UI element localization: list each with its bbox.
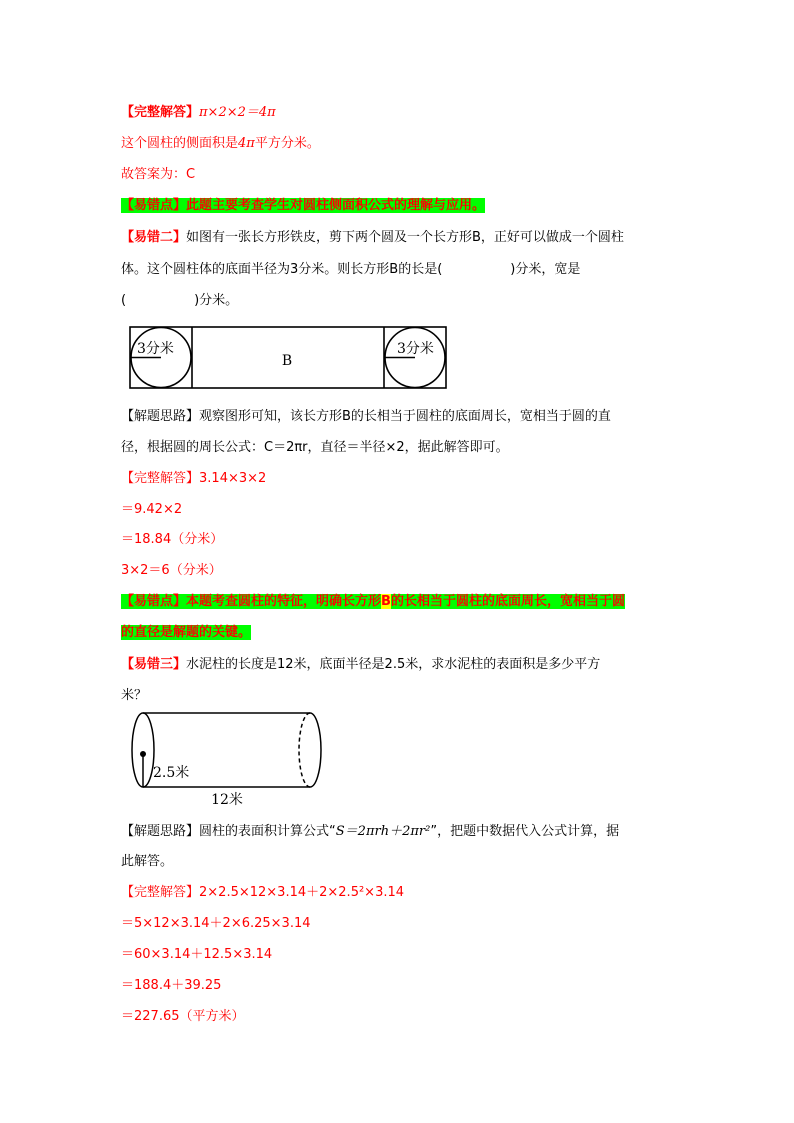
answer3-step-4: ＝188.4＋39.25	[121, 978, 222, 993]
left-radius-label: 3分米	[137, 341, 174, 357]
tip2-text-a: 本题考查圆柱的特征，明确长方形	[186, 594, 382, 609]
answer3-step-3: ＝60×3.14＋12.5×3.14	[121, 947, 273, 962]
question2-text-a: 体。这个圆柱体的底面半径为3分米。则长方形B的长是(	[121, 262, 443, 277]
rectangle-sheet-figure	[125, 323, 450, 393]
idea2-line-2: 径，根据圆的周长公式：C＝2πr，直径＝半径×2，据此解答即可。	[121, 440, 509, 455]
tip2-text-d: 的直径是解题的关键。	[121, 625, 252, 640]
answer2-step-2: ＝9.42×2	[121, 502, 183, 517]
answer-tag: 【完整解答】	[121, 105, 200, 120]
answer3-tag: 【完整解答】	[121, 885, 200, 900]
question2-text-c: (	[121, 293, 127, 308]
question2-tag: 【易错二】	[121, 230, 187, 245]
answer2-step-4: 3×2＝6（分米）	[121, 563, 222, 578]
right-radius-label: 3分米	[397, 341, 434, 357]
idea3-line-2: 此解答。	[121, 854, 174, 869]
idea2-tag: 【解题思路】	[121, 409, 200, 424]
cylinder-right-back-arc	[299, 713, 310, 787]
tip2-highlight-b: B	[381, 594, 391, 609]
answer3-line-1	[121, 884, 404, 902]
question2-line-2	[121, 261, 580, 279]
answer-expression: π×2×2＝4π	[199, 105, 276, 120]
tip2-tag: 【易错点】	[121, 594, 187, 609]
answer2-line-1	[121, 470, 266, 488]
question3-line-1	[121, 656, 600, 674]
answer2-step-1: 3.14×3×2	[199, 471, 267, 486]
answer3-step-1: 2×2.5×12×3.14＋2×2.5²×3.14	[199, 885, 405, 900]
conclusion-text: 这个圆柱的侧面积是	[121, 136, 239, 151]
final-answer: 故答案为：C	[121, 167, 196, 182]
question2-text-d: )分米。	[194, 293, 239, 308]
question2-line-1	[121, 229, 624, 247]
question2-text-b: )分米，宽是	[510, 262, 581, 277]
tip2-text-c: 的长相当于圆柱的底面周长，宽相当于圆	[390, 594, 625, 609]
idea3-text-b: ”，把题中数据代入公式计算，据	[430, 824, 620, 839]
question3-line-2: 米？	[121, 688, 148, 703]
question2-text: 如图有一张长方形铁皮，剪下两个圆及一个长方形B，正好可以做成一个圆柱	[186, 230, 624, 245]
conclusion-unit: 平方分米。	[254, 136, 320, 151]
cylinder-right-front-arc	[310, 713, 321, 787]
tip-line-1	[121, 197, 485, 215]
tip-tag: 【易错点】	[121, 198, 187, 213]
tip2-line-2	[121, 624, 251, 642]
rectangle-b-label: B	[281, 353, 293, 369]
tip2-line-1	[121, 593, 625, 611]
answer2-tag: 【完整解答】	[121, 471, 200, 486]
question2-line-3	[121, 292, 238, 310]
answer3-step-5: ＝227.65（平方米）	[121, 1009, 245, 1024]
answer-line-1	[121, 104, 276, 122]
tip-text: 此题主要考查学生对圆柱侧面积公式的理解与应用。	[186, 198, 486, 213]
surface-area-formula: S＝2πrh＋2πr²	[335, 824, 431, 839]
idea3-text-a: 圆柱的表面积计算公式“	[199, 824, 336, 839]
idea3-line-1	[121, 823, 619, 841]
conclusion-math: 4π	[238, 136, 255, 151]
cylinder-figure	[125, 710, 340, 810]
question3-tag: 【易错三】	[121, 657, 187, 672]
answer3-step-2: ＝5×12×3.14＋2×6.25×3.14	[121, 916, 311, 931]
question3-text: 水泥柱的长度是12米，底面半径是2.5米，求水泥柱的表面积是多少平方	[186, 657, 601, 672]
idea3-tag: 【解题思路】	[121, 824, 200, 839]
conclusion-line	[121, 135, 320, 153]
length-label: 12米	[211, 792, 243, 808]
answer2-step-3: ＝18.84（分米）	[121, 532, 224, 547]
radius-label: 2.5米	[153, 765, 190, 781]
idea2-text: 观察图形可知，该长方形B的长相当于圆柱的底面周长，宽相当于圆的直	[199, 409, 611, 424]
idea2-line-1	[121, 408, 611, 426]
